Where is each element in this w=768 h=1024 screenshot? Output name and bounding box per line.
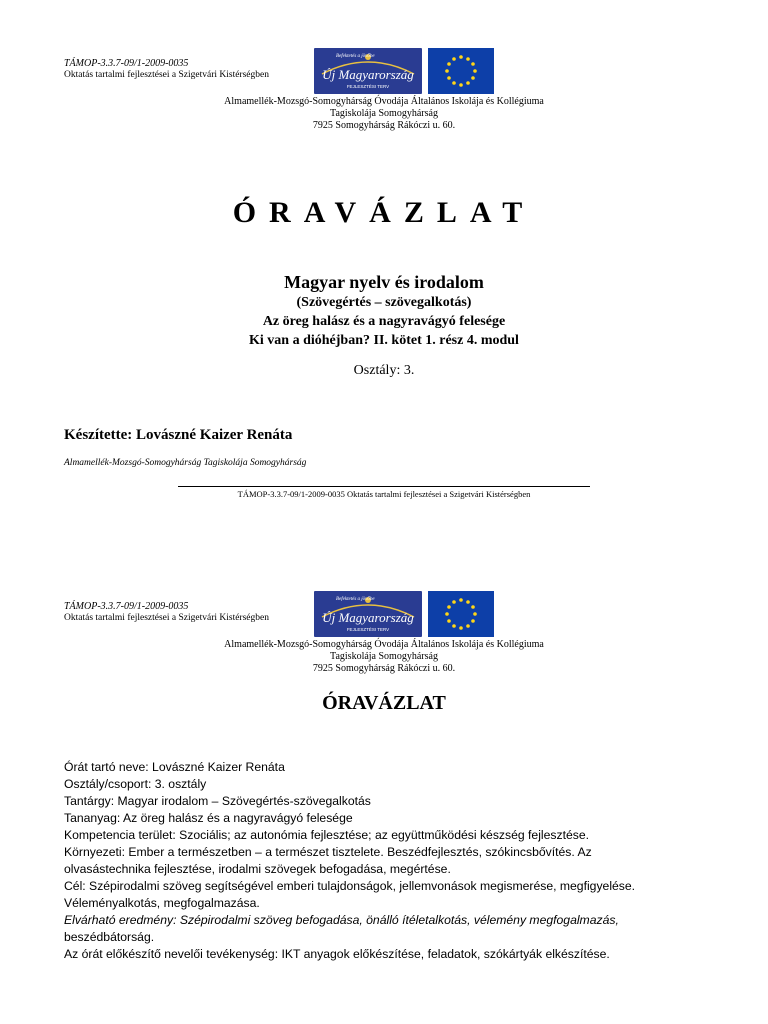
cover-title: ÓRAVÁZLAT (232, 196, 536, 229)
project-code: TÁMOP-3.3.7-09/1-2009-0035 (64, 601, 189, 612)
author-institution: Almamellék-Mozsgó-Somogyhárság Tagiskolája Somogyhárság (64, 458, 307, 468)
detail-line: olvasástechnika fejlesztése, irodalmi szövegek befogadása, megértése. (64, 862, 451, 876)
footer-text: TÁMOP-3.3.7-09/1-2009-0035 Oktatás tartalmi fejlesztései a Szigetvári Kistérségben (237, 489, 531, 499)
detail-line: Órát tartó neve: Lovászné Kaizer Renáta (64, 760, 285, 774)
detail-line: Környezeti: Ember a természetben – a természet tisztelete. Beszédfejlesztés, szókincsbővítés. Az (64, 845, 592, 859)
subtitle-block (0, 293, 768, 350)
project-code: TÁMOP-3.3.7-09/1-2009-0035 (64, 58, 189, 69)
school-line: Almamellék-Mozsgó-Somogyhárság Óvodája Általános Iskolája és Kollégiuma (224, 96, 544, 107)
school-line: Tagiskolája Somogyhárság (330, 651, 438, 662)
detail-line: Elvárható eredmény: Szépirodalmi szöveg befogadása, önálló ítéletalkotás, vélemény megfogalmazás, (64, 913, 619, 927)
eu-flag-logo (428, 591, 494, 637)
author: Készítette: Lovászné Kaizer Renáta (64, 427, 293, 443)
subtitle-line: Ki van a dióhéjban? II. kötet 1. rész 4. modul (249, 333, 519, 348)
school-address (0, 96, 768, 132)
detail-line: Tananyag: Az öreg halász és a nagyravágyó felesége (64, 811, 353, 825)
detail-line: Kompetencia terület: Szociális; az autonómia fejlesztése; az együttműködési készség fejlesztése. (64, 828, 590, 842)
svg-text:Új Magyarország: Új Magyarország (322, 610, 414, 625)
svg-text:Befektetés a jövőbe: Befektetés a jövőbe (336, 597, 375, 602)
uj-magyarorszag-logo (314, 48, 422, 94)
footer-divider (178, 486, 590, 487)
school-line: Tagiskolája Somogyhárság (330, 108, 438, 119)
page2-title: ÓRAVÁZLAT (322, 692, 446, 714)
school-line: 7925 Somogyhárság Rákóczi u. 60. (312, 120, 456, 131)
uj-magyarorszag-logo (314, 591, 422, 637)
detail-line: Tantárgy: Magyar irodalom – Szövegértés-szövegalkotás (64, 794, 371, 808)
detail-line: Cél: Szépirodalmi szöveg segítségével emberi tulajdonságok, jellemvonások megismerése, megfigyelése. (64, 879, 636, 893)
detail-line: Az órát előkészítő nevelői tevékenység: IKT anyagok előkészítése, feladatok, szókártyák elkészítése. (64, 947, 610, 961)
school-line: 7925 Somogyhárság Rákóczi u. 60. (312, 663, 456, 674)
detail-line: Osztály/csoport: 3. osztály (64, 777, 207, 791)
detail-line: beszédbátorság. (64, 930, 155, 944)
svg-text:FEJLESZTÉSI TERV: FEJLESZTÉSI TERV (346, 84, 390, 89)
project-desc: Oktatás tartalmi fejlesztései a Szigetvári Kistérségben (64, 613, 269, 623)
project-desc: Oktatás tartalmi fejlesztései a Szigetvári Kistérségben (64, 70, 269, 80)
lesson-details (64, 759, 754, 963)
school-line: Almamellék-Mozsgó-Somogyhárság Óvodája Általános Iskolája és Kollégiuma (224, 639, 544, 650)
eu-stars-icon (428, 591, 494, 637)
subtitle-line: Az öreg halász és a nagyravágyó felesége (262, 314, 506, 329)
eu-stars-icon (428, 48, 494, 94)
svg-text:FEJLESZTÉSI TERV: FEJLESZTÉSI TERV (346, 627, 390, 632)
subtitle-line: (Szövegértés – szövegalkotás) (296, 295, 472, 310)
school-address (0, 639, 768, 675)
class-label: Osztály: 3. (353, 363, 415, 378)
svg-text:Új Magyarország: Új Magyarország (322, 67, 414, 82)
eu-flag-logo (428, 48, 494, 94)
detail-line: Véleményalkotás, megfogalmazása. (64, 896, 260, 910)
svg-text:Befektetés a jövőbe: Befektetés a jövőbe (336, 54, 375, 59)
subject-title: Magyar nyelv és irodalom (284, 272, 484, 292)
